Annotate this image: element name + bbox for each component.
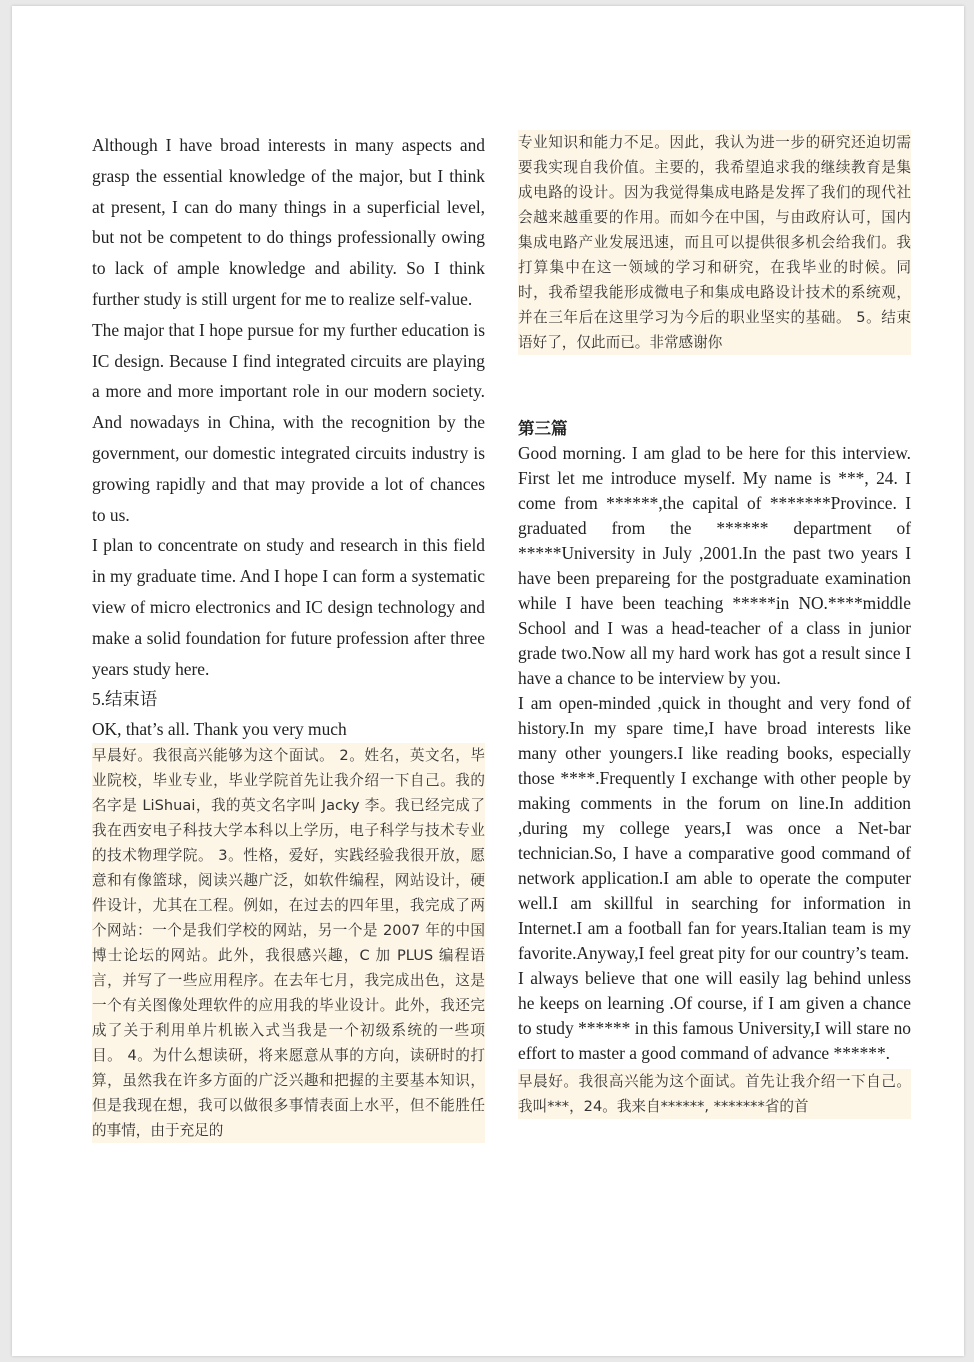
document-page [12,6,964,1356]
chinese-translation-block: 早晨好。我很高兴能够为这个面试。 2。姓名，英文名，毕业院校，毕业专业，毕业学院首先让我介绍一下自己。我的名字是 LiShuai，我的英文名字叫 Jacky 李。我已经完成了我在西安电子科技大学本科以上学历，电子科学与技术专业的技术物理学院。 3。性格，爱好，实践经验我很开放，愿意和有像篮球，阅读兴趣广泛，如软件编程，网站设计，硬件设计，尤其在工程。例如，在过去的四年里，我完成了两个网站：一个是我们学校的网站，另一个是 2007 年的中国博士论坛的网站。此外，我很感兴趣，C 加 PLUS 编程语言，并写了一些应用程序。在去年七月，我完成出色，这是一个有关图像处理软件的应用我的毕业设计。此外，我还完成了关于利用单片机嵌入式当我是一个初级系统的一些项目。 4。为什么想读研，将来愿意从事的方向，读研时的打算，虽然我在许多方面的广泛兴趣和把握的主要基本知识，但是我现在想，我可以做很多事情表面上水平，但不能胜任的事情，由于充足的 [92,743,485,1143]
paragraph-learning: I always believe that one will easily lag behind unless he keeps on learning .Of course, if I am given a chance to study ****** in this famous University,I will stare no effort to master a good command of advance ******. [518,968,911,1063]
section-heading-closing: 5.结束语 [92,689,158,710]
paragraph-ic-design: The major that I hope pursue for my further education is IC design. Because I find integrated circuits are playing a more and more important role in our modern society. And nowadays in China, with the recognition by the government, our domestic integrated circuits industry is growing rapidly and that may provide a lot of chances to us. [92,319,485,525]
paragraph-personality: I am open-minded ,quick in thought and very fond of history.In my spare time,I have broad interests like many other youngers.I like reading books, especially those ****.Frequently I exchange with other people by making comments in the forum on line.In addition ,during my college years,I was once a Net-bar technician.So, I have a comparative good command of network application.I am able to operate the computer well.I am skillful in searching for information in Internet.I am a football fan for years.Italian team is my favorite.Anyway,I feel great pity for our country’s team. [518,693,911,963]
paragraph-study-plan: I plan to concentrate on study and research in this field in my graduate time. And I hope I can form a systematic view of micro electronics and IC design technology and make a solid foundation for future profession after three years study here. [92,535,485,679]
section-title-part-three: 第三篇 [518,419,568,438]
paragraph-broad-interests: Although I have broad interests in many aspects and grasp the essential knowledge of the major, but I think at present, I can do many things in a superficial level, but not be competent to do things professionally owing to lack of ample knowledge and ability. So I think further study is still urgent for me to realize self-value. [92,135,485,309]
spacer [518,355,911,417]
chinese-translation-continued: 专业知识和能力不足。因此，我认为进一步的研究还迫切需要我实现自我价值。主要的，我希望追求我的继续教育是集成电路的设计。因为我觉得集成电路是发挥了我们的现代社会越来越重要的作用。而如今在中国，与由政府认可，国内集成电路产业发展迅速，而且可以提供很多机会给我们。我打算集中在这一领域的学习和研究，在我毕业的时候。同时，我希望我能形成微电子和集成电路设计技术的系统观，并在三年后在这里学习为今后的职业坚实的基础。 5。结束语好了，仅此而已。非常感谢你 [518,130,911,355]
paragraph-introduction: Good morning. I am glad to be here for this interview. First let me introduce myself. My name is ***, 24. I come from ******,the capital of *******Province. I graduated from the ****** department of *****University in July ,2001.In the past two years I have been prepareing for the postgraduate examination while I have been teaching *****in NO.****middle School and I was a head-teacher of a class in junior grade two.Now all my hard work has got a result since I have a chance to be interview by you. [518,443,911,688]
left-column [92,130,485,1143]
closing-line: OK, that’s all. Thank you very much [92,719,347,740]
right-column [518,130,911,1119]
chinese-translation-part-three: 早晨好。我很高兴能为这个面试。首先让我介绍一下自己。我叫***，24。我来自******, *******省的首 [518,1069,911,1119]
